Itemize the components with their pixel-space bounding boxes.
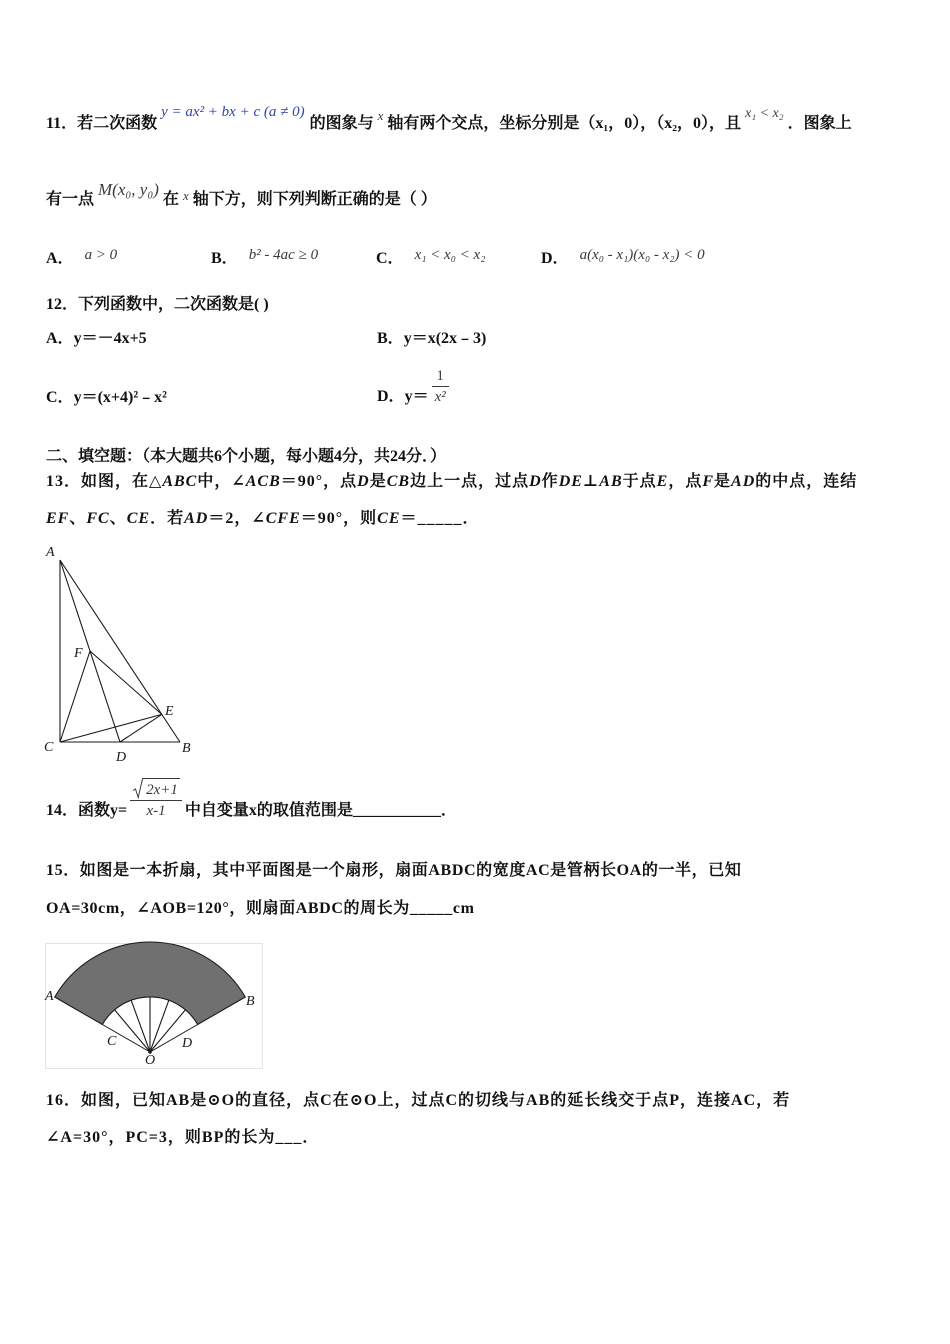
q15-line2 — [46, 899, 475, 919]
label-point-a: A — [46, 545, 55, 560]
italic-point-name: AD — [731, 473, 756, 490]
q16-line2-text: ∠A=30°，PC=3，则BP的长为___． — [46, 1129, 320, 1146]
label-point-b: B — [182, 741, 191, 756]
q11-option-b-label: B． — [211, 250, 238, 267]
q12-stem — [46, 295, 269, 315]
q12-option-b-label: B． — [377, 330, 404, 347]
label-point-c: C — [107, 1034, 117, 1049]
q11-condition: x₁ < x₂ — [745, 106, 784, 121]
q11-line2-text-b: 轴下方，则下列判断正确的是（ ） — [192, 191, 437, 208]
section2-heading — [46, 447, 446, 467]
q11-variable-x: x — [377, 108, 384, 123]
q11-text-a: 的图象与 — [309, 115, 374, 132]
italic-point-name: CB — [386, 473, 411, 490]
q11-option-c — [376, 249, 485, 269]
q11-option-a-expr: a > 0 — [84, 247, 118, 263]
q11-line1 — [46, 104, 852, 134]
italic-point-name: D — [529, 473, 542, 490]
italic-point-name: F — [702, 473, 714, 490]
italic-point-name: ABC — [162, 473, 198, 490]
q11-line2 — [46, 180, 437, 209]
q11-option-b-expr: b² - 4ac ≥ 0 — [248, 247, 319, 263]
label-point-e: E — [165, 704, 174, 719]
q12-option-d-fraction — [432, 366, 449, 407]
q14-radicand: 2x+1 — [144, 778, 180, 799]
italic-point-name: CE — [126, 510, 151, 527]
q16-line1-text: 16．如图，已知AB是⊙O的直径，点C在⊙O上，过点C的切线与AB的延长线交于点P，连接AC，若 — [46, 1092, 791, 1109]
q13-triangle-figure — [0, 540, 220, 772]
q11-option-d-expr: a(x₀ - x₁)(x₀ - x₂) < 0 — [579, 247, 705, 263]
label-point-o: O — [145, 1053, 156, 1068]
italic-point-name: AB — [599, 473, 623, 490]
section2-heading-text: 二、填空题：（本大题共6个小题，每小题4分，共24分．） — [46, 448, 447, 465]
italic-point-name: DE — [558, 473, 583, 490]
q12-option-d-expr: y＝ — [404, 388, 429, 405]
q12-option-d — [377, 366, 452, 407]
q16-line2 — [46, 1128, 319, 1148]
label-point-d: D — [182, 1036, 193, 1051]
q11-lead: 11．若二次函数 — [46, 115, 158, 132]
q12-option-a-expr: y＝－4x+5 — [73, 330, 147, 347]
q11-line2-variable-x: x — [182, 188, 189, 203]
italic-point-name: AD — [184, 510, 209, 527]
italic-point-name: CFE — [265, 510, 301, 527]
q14-tail: 中自变量x的取值范围是___________． — [184, 802, 457, 819]
q12-stem-text: 12．下列函数中，二次函数是( ) — [46, 296, 269, 313]
fraction-numerator: 1 — [436, 368, 444, 384]
q14-numerator — [130, 778, 182, 800]
italic-point-name: FC — [86, 510, 110, 527]
q12-option-a-label: A． — [46, 330, 74, 347]
q14-denominator: x-1 — [146, 803, 166, 819]
italic-point-name: E — [656, 473, 669, 490]
q15-folding-fan-figure — [40, 938, 270, 1072]
q14-lead: 14．函数y= — [46, 802, 128, 819]
segment-ce — [60, 714, 162, 742]
q13-line2-text: EF、FC、CE．若AD＝2，∠CFE＝90°，则CE＝_____． — [46, 510, 480, 527]
q11-text-b: 轴有两个交点，坐标分别是（x₁，0），（x₂，0），且 — [387, 115, 741, 132]
label-point-f: F — [74, 646, 83, 661]
q13-line1 — [46, 472, 857, 492]
italic-point-name: D — [357, 473, 370, 490]
q11-option-a-label: A． — [46, 250, 74, 267]
label-point-b: B — [246, 994, 255, 1009]
q11-option-d-label: D． — [541, 250, 569, 267]
q15-line1-text: 15．如图是一本折扇，其中平面图是一个扇形，扇面ABDC的宽度AC是管柄长OA的一半，已知 — [46, 862, 742, 879]
q13-line2 — [46, 509, 480, 529]
q11-line2-lead: 有一点 — [46, 191, 95, 208]
radical-stroke — [133, 779, 144, 798]
q12-option-c-expr: y＝(x+4)²﹣x² — [73, 389, 167, 406]
q12-option-b-expr: y＝x(2x﹣3) — [403, 330, 487, 347]
square-root-sign-icon — [132, 778, 144, 799]
italic-point-name: ACB — [245, 473, 281, 490]
q11-option-c-label: C． — [376, 250, 404, 267]
q11-text-c: ．图象上 — [787, 115, 852, 132]
q12-option-c — [46, 388, 167, 408]
segment-fc — [60, 651, 90, 742]
q12-option-a — [46, 329, 147, 349]
q11-option-c-expr: x₁ < x₀ < x₂ — [414, 247, 486, 263]
q14-line — [46, 778, 457, 821]
q16-line1 — [46, 1091, 790, 1111]
q11-option-b — [211, 249, 318, 269]
q11-quadratic-formula: y = ax² + bx + c (a ≠ 0) — [161, 104, 305, 120]
q11-point-m: M(x₀, y₀) — [98, 180, 159, 199]
q12-option-d-label: D． — [377, 388, 405, 405]
q12-option-b — [377, 329, 486, 349]
q11-option-d — [541, 249, 705, 269]
segment-de — [120, 714, 162, 742]
label-point-d: D — [116, 750, 127, 765]
q13-line1-text: 13．如图，在△ABC中，∠ACB＝90°，点D是CB边上一点，过点D作DE⊥AB于点E，点F是AD的中点，连结 — [46, 473, 858, 490]
q11-option-a — [46, 249, 117, 269]
q14-fraction — [130, 778, 182, 821]
q11-line2-text-a: 在 — [162, 191, 179, 208]
fraction-denominator: x² — [434, 389, 446, 405]
label-point-c: C — [44, 740, 54, 755]
q12-option-c-label: C． — [46, 389, 74, 406]
italic-point-name: CE — [377, 510, 401, 527]
q15-line1 — [46, 861, 741, 881]
label-point-a: A — [45, 989, 54, 1004]
italic-point-name: EF — [46, 510, 70, 527]
q15-line2-text: OA=30cm，∠AOB=120°，则扇面ABDC的周长为_____cm — [46, 900, 475, 917]
